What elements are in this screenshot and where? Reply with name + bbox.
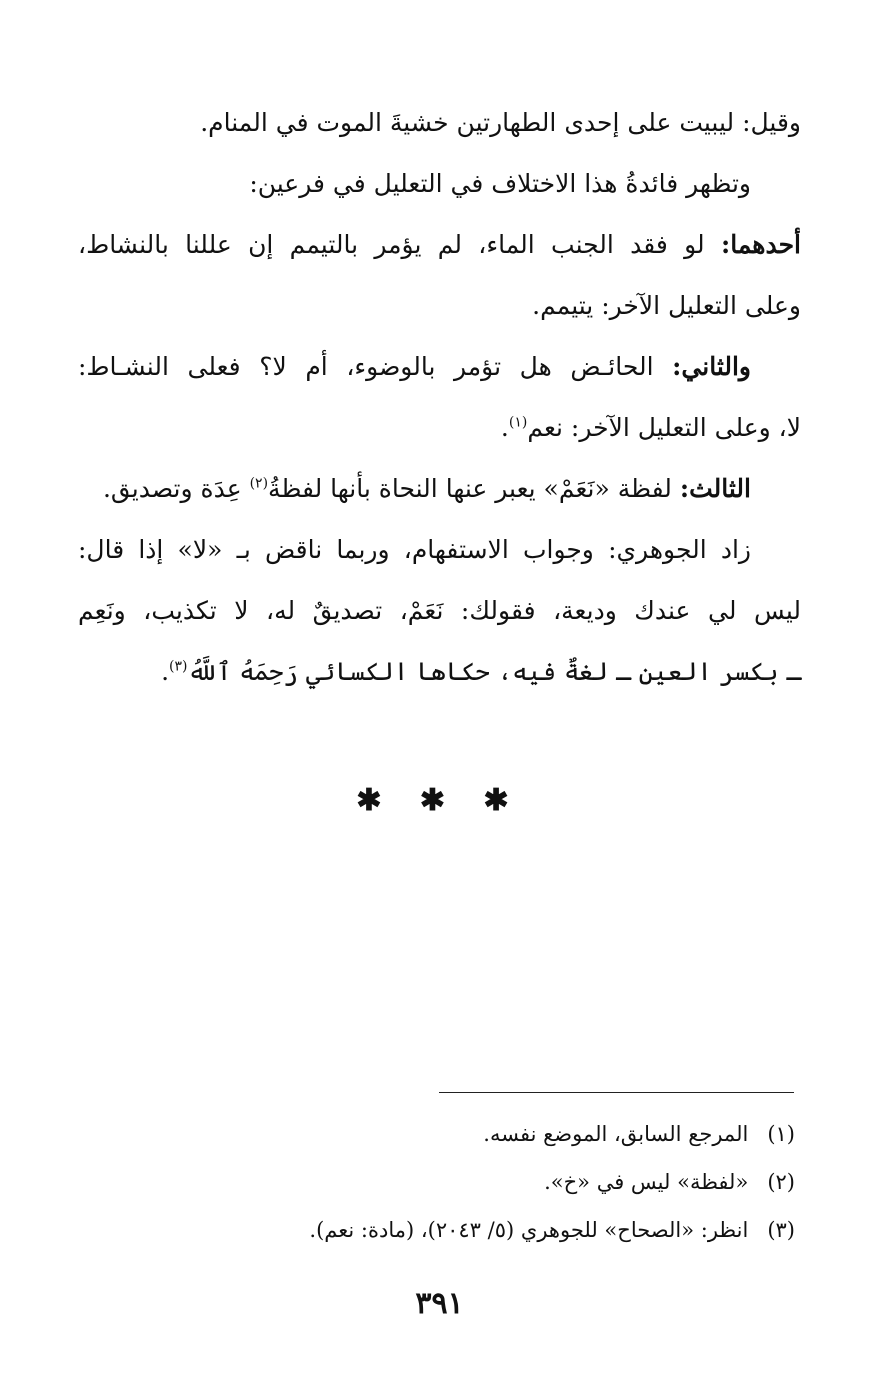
paragraph-4-line-2 <box>78 397 801 458</box>
paragraph-5-text-a: لفظة «نَعَمْ» يعبر عنها النحاة بأنها لفظةُ <box>268 474 672 503</box>
footnote-divider <box>439 1092 794 1093</box>
first-branch-label: أحدهما: <box>720 230 801 259</box>
second-branch-label: والثاني: <box>672 352 751 381</box>
footnote-2-number: (٢) <box>767 1170 795 1194</box>
paragraph-6-line-3 <box>78 641 801 702</box>
footnotes <box>78 1110 795 1254</box>
paragraph-3-line-2-text: وعلى التعليل الآخر: يتيمم. <box>532 291 801 320</box>
footnote-1-text: المرجع السابق، الموضع نفسه. <box>483 1122 749 1146</box>
main-text <box>78 92 801 702</box>
paragraph-2 <box>78 153 801 214</box>
footnote-ref-3: (٣) <box>169 658 188 675</box>
third-point-label: الثالث: <box>679 474 751 503</box>
paragraph-6-line-3-text: ـ بكسر العين ـ لغةٌ فيه، حكاها الكسائي رَحِمَهُ ٱللَّهُ <box>187 657 801 686</box>
paragraph-4-line-2-text: لا، وعلى التعليل الآخر: نعم <box>527 413 801 442</box>
footnote-3-text: انظر: «الصحاح» للجوهري (٥/ ٢٠٤٣)، (مادة: نعم). <box>309 1218 749 1242</box>
page-number: ٣٩١ <box>415 1286 464 1321</box>
paragraph-6-line-2-text: ليس لي عندك وديعة، فقولك: نَعَمْ، تصديقٌ له، لا تكذيب، ونَعِم <box>78 596 801 625</box>
paragraph-2-text: وتظهر فائدةُ هذا الاختلاف في التعليل في فرعين: <box>249 169 751 198</box>
paragraph-3-line-1-text: لو فقد الجنب الماء، لم يؤمر بالتيمم إن عللنا بالنشاط، <box>78 230 705 259</box>
paragraph-1 <box>78 92 801 153</box>
paragraph-4-end: . <box>500 413 509 442</box>
footnote-2-text: «لفظة» ليس في «خ». <box>544 1170 749 1194</box>
paragraph-6-line-1-text: زاد الجوهري: وجواب الاستفهام، وربما ناقض بـ «لا» إذا قال: <box>78 535 751 564</box>
paragraph-3-line-1 <box>78 214 801 275</box>
footnote-2 <box>78 1158 795 1206</box>
footnote-1-number: (١) <box>767 1122 795 1146</box>
paragraph-5 <box>78 458 801 519</box>
paragraph-1-text: وقيل: ليبيت على إحدى الطهارتين خشيةَ الموت في المنام. <box>200 108 801 137</box>
paragraph-3-line-2 <box>78 275 801 336</box>
footnote-3-number: (٣) <box>767 1218 795 1242</box>
section-separator-stars: ✱ ✱ ✱ <box>356 783 523 818</box>
paragraph-6-end: . <box>161 657 170 686</box>
paragraph-6-line-2 <box>78 580 801 641</box>
paragraph-4-line-1 <box>78 336 801 397</box>
paragraph-4-line-1-text: الحائـض هل تؤمر بالوضوء، أم لا؟ فعلى النشـاط: <box>78 352 654 381</box>
paragraph-6-line-1 <box>78 519 801 580</box>
paragraph-5-text-b: عِدَة وتصديق. <box>102 474 242 503</box>
footnote-ref-2: (٢) <box>249 475 269 492</box>
footnote-1 <box>78 1110 795 1158</box>
footnote-ref-1: (١) <box>508 414 528 431</box>
footnote-3 <box>78 1206 795 1254</box>
